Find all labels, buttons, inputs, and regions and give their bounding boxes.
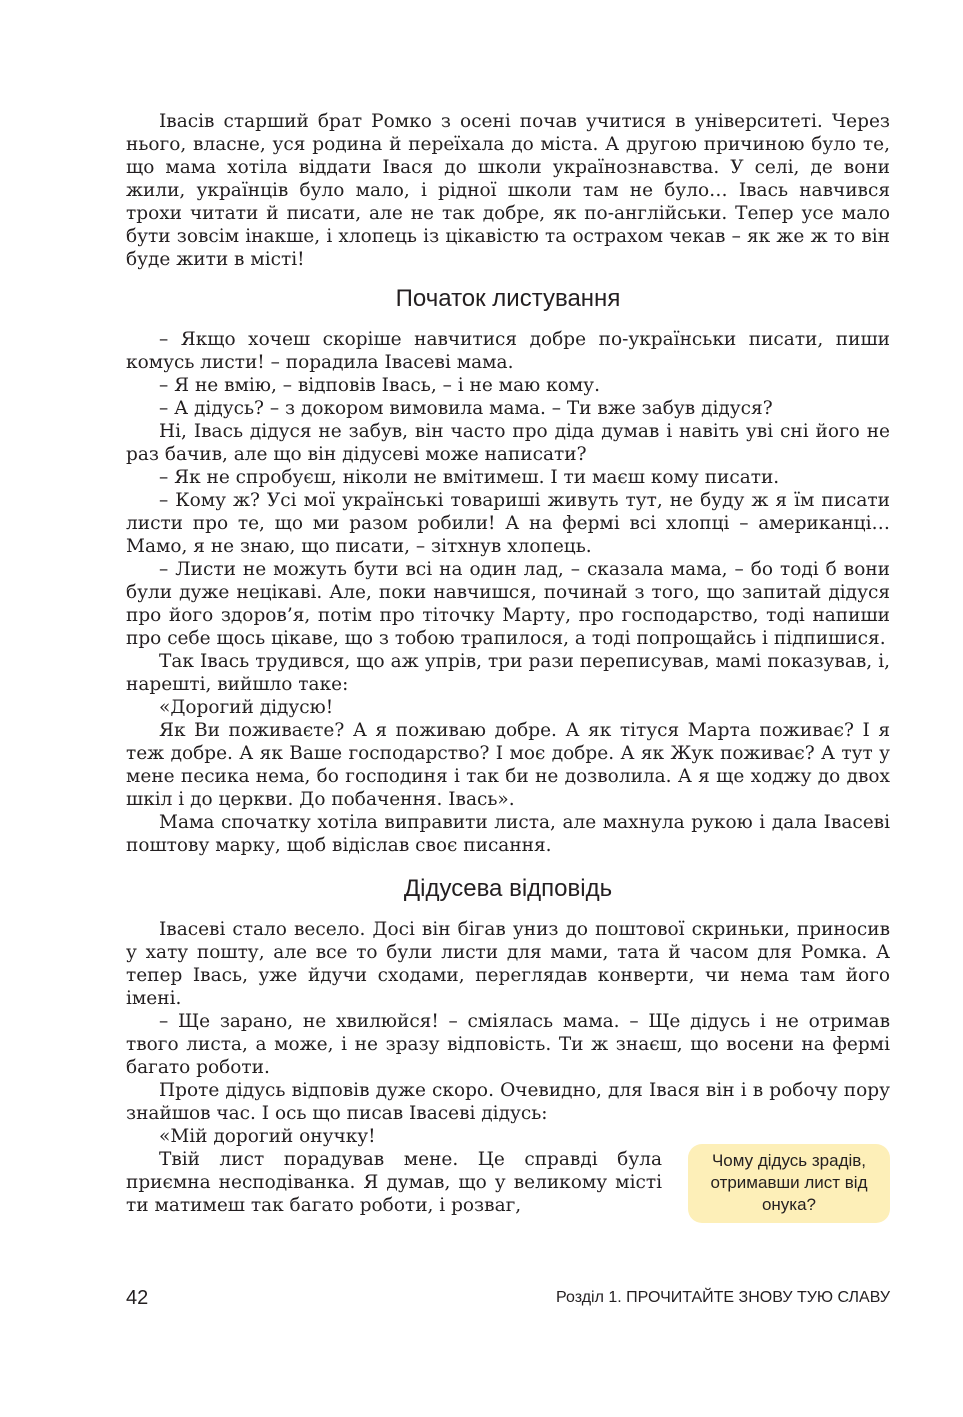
letter-greeting: «Дорогий дідусю! <box>159 697 334 718</box>
paragraph-with-question <box>126 1148 890 1223</box>
letter-body: Як Ви поживаєте? А я поживаю добре. А як тітуся Марта поживає? І я теж добре. А як Ваше господарство? І моє добре. А як Жук поживає? А тут у мене песика нема, бо господиня і так би не дозволила. А я ще ходжу до двох шкіл і до церкви. До побачення. Івась». <box>126 720 890 810</box>
page-number: 42 <box>126 1287 149 1309</box>
paragraph: – Листи не можуть бути всі на один лад, – сказала мама, – бо тоді б вони були дуже нецікаві. Але, поки навчишся, починай з того, що запитай дідуся про його здоров’я, потім про тіточку Марту, про господарство, тоді напиши про себе щось цікаве, що з тобою трапилося, а тоді попрощайсь і підпишися. <box>126 559 890 649</box>
question-callout: Чому дідусь зрадів, отримавши лист від онука? <box>688 1144 890 1223</box>
page-content <box>126 110 890 1223</box>
paragraph: Ні, Івась дідуся не забув, він часто про діда думав і навіть уві сні його не раз бачив, але що він дідусеві може написати? <box>126 421 890 465</box>
paragraph: Так Івась трудився, що аж упрів, три рази переписував, мамі показував, і, нарешті, вийшло таке: <box>126 651 890 695</box>
letter-body: Твій лист порадував мене. Це справді була приємна несподіванка. Я думав, що у великому місті ти матимеш так багато роботи, і розваг, <box>126 1149 662 1216</box>
paragraph: Проте дідусь відповів дуже скоро. Очевидно, для Івася він і в робочу пору знайшов час. І ось що писав Івасеві дідусь: <box>126 1080 890 1124</box>
page-footer <box>126 1286 890 1310</box>
section-heading-start: Початок листування <box>395 285 621 312</box>
paragraph: Мама спочатку хотіла виправити листа, але махнула рукою і дала Івасеві поштову марку, щоб відіслав своє писання. <box>126 812 890 856</box>
letter-greeting: «Мій дорогий онучку! <box>159 1126 376 1147</box>
paragraph: Івасеві стало весело. Досі він бігав униз до поштової скриньки, приносив у хату пошту, але все то були листи для мами, тата й часом для Ромка. А тепер Івась, уже йдучи сходами, переглядав конверти, чи нема там його імені. <box>126 919 890 1009</box>
paragraph: – А дідусь? – з докором вимовила мама. – Ти вже забув дідуся? <box>159 398 773 419</box>
section-title: Розділ 1. ПРОЧИТАЙТЕ ЗНОВУ ТУЮ СЛАВУ <box>556 1289 890 1306</box>
paragraph: – Як не спробуєш, ніколи не вмітимеш. І ти маєш кому писати. <box>159 467 780 488</box>
section-heading-reply: Дідусева відповідь <box>403 875 613 902</box>
paragraph: – Ще зарано, не хвилюйся! – сміялась мама. – Ще дідусь і не отримав твого листа, а може, і не зразу відповість. Ти ж знаєш, що восени на фермі багато роботи. <box>126 1011 890 1078</box>
paragraph: – Я не вмію, – відповів Івась, – і не маю кому. <box>159 375 600 396</box>
paragraph: – Кому ж? Усі мої українські товариші живуть тут, не буду ж я їм писати листи про те, що ми разом робили! А на фермі всі хлопці – американці… Мамо, я не знаю, що писати, – зітхнув хлопець. <box>126 490 890 557</box>
intro-paragraph: Івасів старший брат Ромко з осені почав учитися в університеті. Через нього, власне, уся родина й переїхала до міста. А другою причиною було те, що мама хотіла віддати Івася до школи українознавства. У селі, де вони жили, українців було мало, і рідної школи там не було… Івась навчився трохи читати й писати, але не так добре, як по-англійськи. Тепер усе мало бути зовсім інакше, і хлопець із цікавістю та острахом чекав – як же ж то він буде жити в місті! <box>126 111 890 270</box>
paragraph: – Якщо хочеш скоріше навчитися добре по-українськи писати, пиши комусь листи! – порадила Івасеві мама. <box>126 329 890 373</box>
